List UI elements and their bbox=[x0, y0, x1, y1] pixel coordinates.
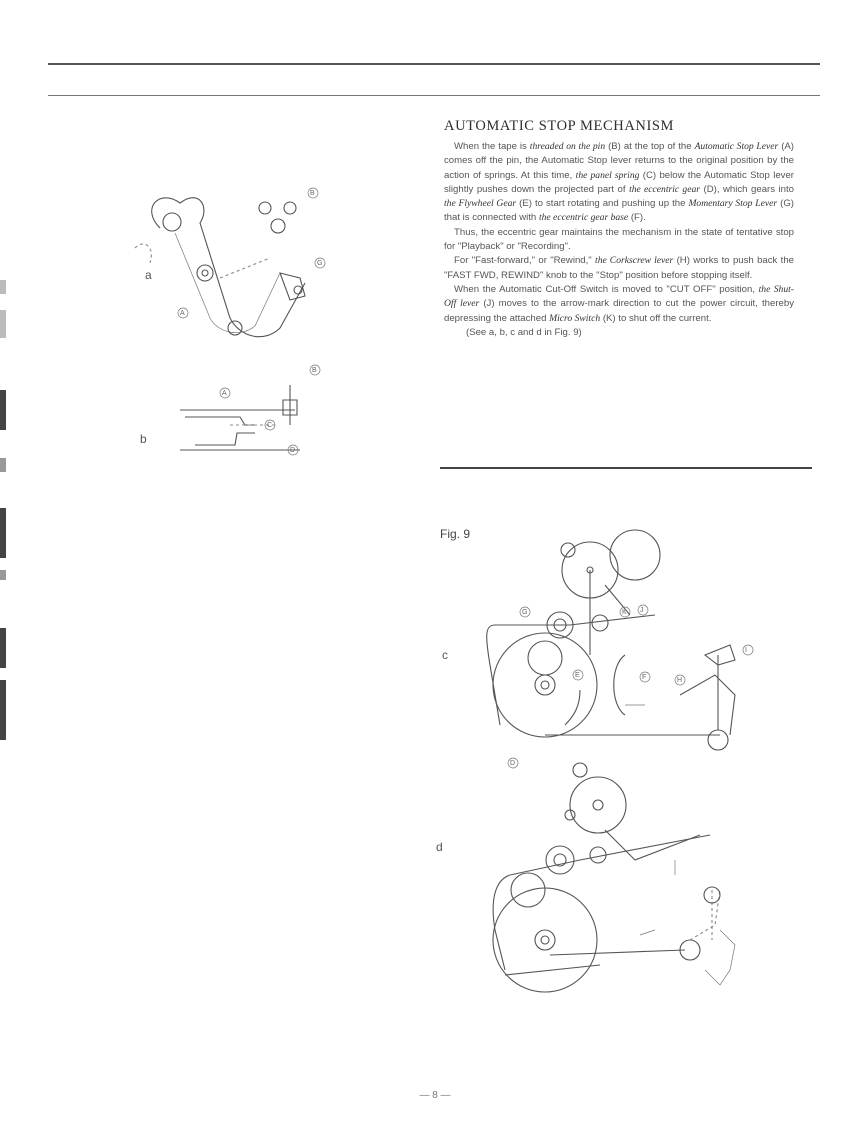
figure-b-drawing bbox=[175, 365, 335, 460]
italic-term: the eccentric gear base bbox=[538, 212, 629, 224]
letter-d-fig-c: D bbox=[510, 760, 516, 767]
letter-b-fig-b: B bbox=[312, 367, 317, 374]
paragraph-3: For "Fast-forward," or "Rewind," the Corkscrew lever (H) works to push back the "FAST FWD, REWIND" knob to the "Stop" position before stopping itself. bbox=[444, 255, 795, 281]
italic-term: the Shut-Off lever bbox=[444, 283, 794, 310]
letter-e-fig-c: E bbox=[575, 672, 580, 679]
letter-i-fig-c: I bbox=[745, 647, 747, 654]
italic-term: the eccentric gear bbox=[629, 183, 700, 195]
italic-term: Momentary Stop Lever bbox=[688, 198, 778, 210]
letter-g-fig-a: G bbox=[317, 260, 323, 267]
section-heading: AUTOMATIC STOP MECHANISM bbox=[444, 118, 675, 134]
paragraph-4: When the Automatic Cut-Off Switch is moved to "CUT OFF" position, the Shut-Off lever (J) moves to the arrow-mark direction to cut the power circuit, thereby depressing the attached Micro Switch (K) to shut off the current. bbox=[444, 283, 794, 324]
italic-term: the panel spring bbox=[575, 169, 640, 181]
letter-a-fig-a: A bbox=[180, 310, 185, 317]
figure-label-c: c bbox=[442, 648, 448, 662]
binding-marks bbox=[0, 280, 8, 760]
figure-a-drawing bbox=[130, 178, 330, 353]
letter-a-fig-b: A bbox=[222, 390, 227, 397]
letter-j-fig-c: J bbox=[640, 607, 644, 614]
figure-label-d: d bbox=[436, 840, 443, 854]
italic-term: Automatic Stop Lever bbox=[694, 141, 779, 152]
italic-term: the Corkscrew lever bbox=[595, 255, 674, 267]
figure-c-drawing bbox=[480, 525, 770, 775]
paragraph-1: When the tape is threaded on the pin (B) at the top of the Automatic Stop Lever (A) comes off the pin, the Automatic Stop lever returns to the original position by the action of springs. At this time, the panel spring (C) below the Automatic Stop lever slightly pushes down the projected part of the eccentric gear (D), which gears into the Flywheel Gear (E) to start rotating and pushing up the Momentary Stop Lever (G) that is connected with the eccentric gear base (F). bbox=[444, 141, 794, 224]
letter-b-fig-a: B bbox=[310, 190, 315, 197]
top-rule bbox=[48, 63, 820, 65]
figure-d-drawing bbox=[480, 760, 770, 990]
paragraph-5: (See a, b, c and d in Fig. 9) bbox=[466, 326, 582, 338]
section-end-rule bbox=[440, 467, 812, 469]
body-text bbox=[444, 140, 794, 340]
paragraph-2: Thus, the eccentric gear maintains the mechanism in the state of tentative stop for "Playback" or "Recording". bbox=[444, 226, 794, 253]
italic-term: Micro Switch bbox=[549, 312, 601, 324]
italic-term: the Flywheel Gear bbox=[444, 198, 517, 210]
header-rule bbox=[48, 95, 820, 96]
letter-f-fig-c: F bbox=[642, 674, 647, 681]
figure-caption: Fig. 9 bbox=[440, 527, 471, 541]
letter-c-fig-b: C bbox=[267, 422, 273, 429]
letter-h-fig-c: H bbox=[677, 677, 683, 684]
italic-term: threaded on the pin bbox=[529, 141, 606, 152]
letter-g-fig-c: G bbox=[522, 609, 528, 616]
letter-k-fig-c: K bbox=[622, 609, 627, 616]
figure-label-a: a bbox=[145, 268, 152, 282]
letter-d-fig-b: D bbox=[290, 447, 296, 454]
page-number: — 8 — bbox=[419, 1090, 451, 1101]
figure-label-b: b bbox=[140, 432, 147, 446]
